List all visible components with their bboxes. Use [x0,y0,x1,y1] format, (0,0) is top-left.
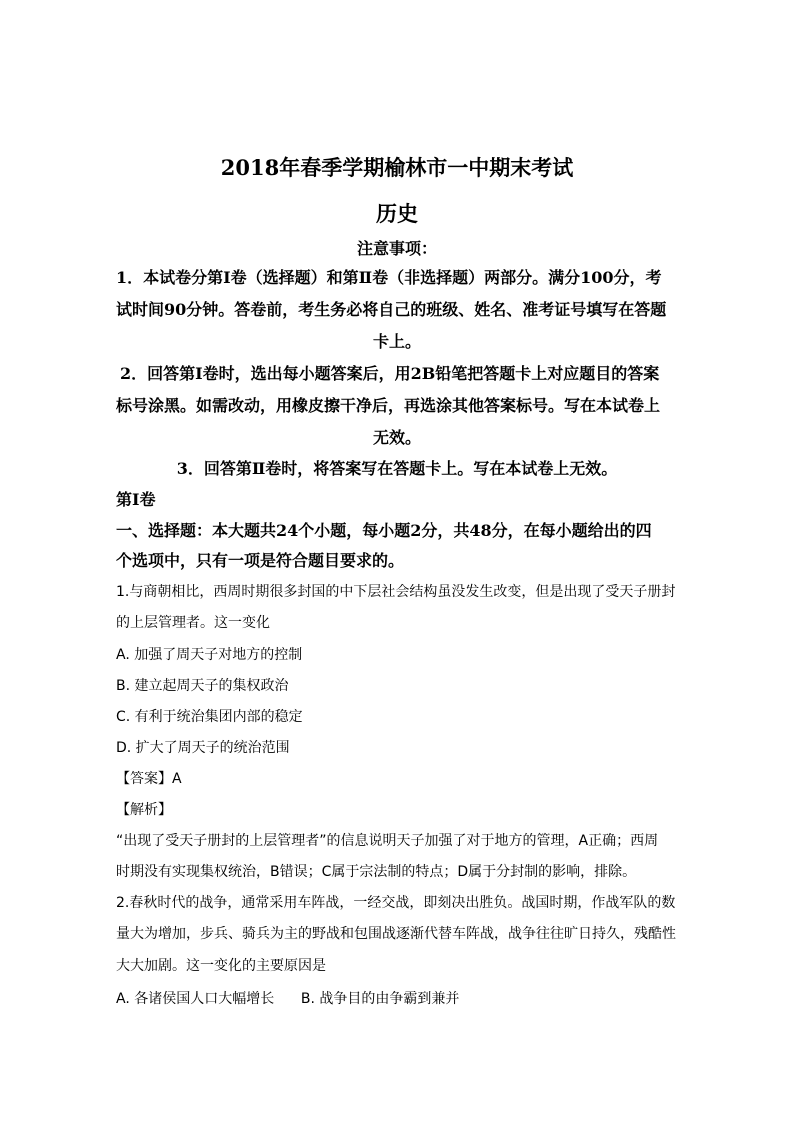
q1-option-d: D. 扩大了周天子的统治范围 [116,740,290,756]
notice-1-line-2: 试时间90分钟。答卷前，考生务必将自己的班级、姓名、准考证号填写在答题 [116,300,667,319]
q1-stem-line-1: 1.与商朝相比，西周时期很多封国的中下层社会结构虽没发生改变，但是出现了受天子册封 [116,584,676,600]
notice-heading: 注意事项： [356,239,437,258]
section-instruction-line-1: 一、选择题：本大题共24个小题，每小题2分，共48分，在每小题给出的四 [116,521,652,540]
q1-stem-line-2: 的上层管理者。这一变化 [116,615,270,631]
section-label: 第Ⅰ卷 [116,490,156,509]
notice-1-line-1: 1．本试卷分第Ⅰ卷（选择题）和第Ⅱ卷（非选择题）两部分。满分100分，考 [116,268,662,287]
q1-option-c: C. 有利于统治集团内部的稳定 [116,709,303,725]
q1-analysis-label: 【解析】 [116,802,172,818]
q1-analysis-line-2: 时期没有实现集权统治，B错误；C属于宗法制的特点；D属于分封制的影响，排除。 [116,864,637,880]
notice-2-line-1: 2．回答第Ⅰ卷时，选出每小题答案后，用2B铅笔把答题卡上对应题目的答案 [120,364,660,383]
q1-analysis-line-1: “出现了受天子册封的上层管理者”的信息说明天子加强了对于地方的管理，A正确；西周 [116,833,659,849]
q2-stem-line-1: 2.春秋时代的战争，通常采用车阵战，一经交战，即刻决出胜负。战国时期，作战军队的数 [116,895,676,911]
notice-3-line-1: 3．回答第Ⅱ卷时，将答案写在答题卡上。写在本试卷上无效。 [176,459,618,478]
q2-options-row: A. 各诸侯国人口大幅增长 B. 战争目的由争霸到兼并 [116,991,460,1007]
notice-1-line-3: 卡上。 [372,332,421,351]
q2-stem-line-2: 量大为增加，步兵、骑兵为主的野战和包围战逐渐代替车阵战，战争往往旷日持久，残酷性 [116,926,676,942]
q1-answer: 【答案】A [116,771,182,787]
section-instruction-line-2: 个选项中，只有一项是符合题目要求的。 [116,551,405,570]
notice-2-line-3: 无效。 [372,428,421,447]
exam-title: 2018年春季学期榆林市一中期末考试 [220,155,574,180]
exam-subject: 历史 [376,201,418,226]
q2-stem-line-3: 大大加剧。这一变化的主要原因是 [116,958,326,974]
notice-2-line-2: 标号涂黑。如需改动，用橡皮擦干净后，再选涂其他答案标号。写在本试卷上 [116,396,661,415]
q1-option-b: B. 建立起周天子的集权政治 [116,678,289,694]
q1-option-a: A. 加强了周天子对地方的控制 [116,647,303,663]
